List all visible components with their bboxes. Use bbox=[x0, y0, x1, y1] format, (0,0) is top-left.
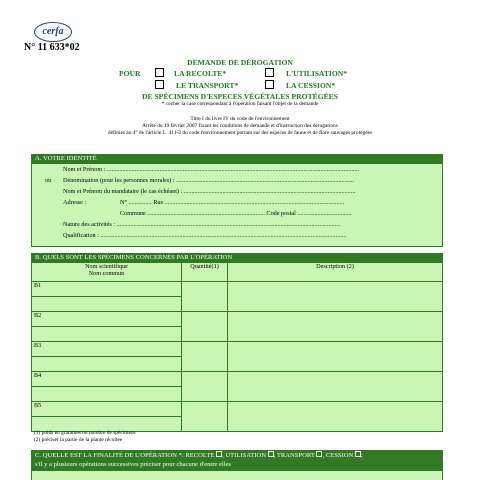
legal-line-2: Arrêté du 19 février 2007 fixant les conditions de demande et d'instruction des dérogations bbox=[142, 123, 338, 129]
section-c-panel[interactable] bbox=[31, 470, 443, 480]
table-row[interactable] bbox=[32, 372, 443, 387]
quantity-cell-b5[interactable] bbox=[182, 402, 228, 432]
row-label-b4: B4 bbox=[32, 372, 182, 387]
form-title: DEMANDE DE DÉROGATION bbox=[187, 58, 293, 67]
section-c-subtitle: s'il y a plusieurs opérations successives préciser pour chacune d'entre elles bbox=[35, 461, 232, 468]
field-qualification[interactable]: Qualification : ............................................................................................................................................................... bbox=[63, 232, 347, 239]
form-number: N° 11 633*02 bbox=[24, 42, 80, 53]
legal-line-3: définies au 4° de l'article L. 411-2 du code l'environnement portant sur des espèces de faune et de flore sauvages protégées bbox=[107, 130, 373, 136]
option-utilisation-label: L'UTILISATION* bbox=[286, 69, 348, 78]
section-b-header: B. QUELS SONT LES SPÉCIMENS CONCERNÉS PAR L'OPÉRATION bbox=[31, 253, 443, 262]
legal-line-1: Titre I du livre IV du code de l'environnement bbox=[190, 116, 290, 122]
quantity-cell-b4[interactable] bbox=[182, 372, 228, 402]
quantity-cell-b3[interactable] bbox=[182, 342, 228, 372]
option-c-transport: , TRANSPORT bbox=[273, 452, 315, 459]
section-c-trailing: ; bbox=[360, 452, 363, 459]
footnote-1: (1) poids en grammes ou nombre de spécimens bbox=[34, 430, 136, 436]
section-a-header: A. VOTRE IDENTITÉ bbox=[31, 154, 443, 163]
col-scientific-name: Nom scientifique bbox=[85, 263, 128, 270]
option-cession-label: LA CESSION* bbox=[286, 81, 336, 90]
option-c-cession: , CESSION bbox=[322, 452, 354, 459]
common-name-cell-b1[interactable] bbox=[32, 297, 182, 312]
field-adresse-rue[interactable]: N° ............... Rue .................................................................................................................... bbox=[120, 199, 345, 206]
form-subtitle: DE SPÉCIMENS D'ESPECES VÉGÉTALES PROTÉGÉES bbox=[142, 92, 338, 101]
table-row[interactable] bbox=[32, 282, 443, 297]
table-row[interactable] bbox=[32, 342, 443, 357]
description-cell-b3[interactable] bbox=[228, 342, 443, 372]
row-label-b3: B3 bbox=[32, 342, 182, 357]
option-c-utilisation: , UTILISATION bbox=[222, 452, 267, 459]
checkbox-recolte[interactable] bbox=[155, 68, 164, 77]
specimens-table bbox=[31, 262, 443, 432]
description-cell-b5[interactable] bbox=[228, 402, 443, 432]
checkbox-cession[interactable] bbox=[265, 80, 274, 89]
option-transport-label: LE TRANSPORT* bbox=[176, 81, 239, 90]
col-quantity: Quantité(1) bbox=[182, 263, 228, 282]
quantity-cell-b2[interactable] bbox=[182, 312, 228, 342]
row-label-b2: B2 bbox=[32, 312, 182, 327]
field-mandataire[interactable]: Nom et Prénom du mandataire (le cas échéant) : ............................................................................................................... bbox=[63, 188, 356, 195]
description-cell-b2[interactable] bbox=[228, 312, 443, 342]
section-a-panel bbox=[31, 163, 443, 247]
field-denomination[interactable]: Dénomination (pour les personnes morales) : ................................................................................................................... bbox=[63, 177, 354, 184]
col-header-names bbox=[32, 263, 182, 282]
table-row[interactable] bbox=[32, 402, 443, 417]
row-label-b1: B1 bbox=[32, 282, 182, 297]
option-recolte-label: LA RECOLTE* bbox=[174, 69, 227, 78]
pour-label: POUR bbox=[119, 69, 141, 78]
col-description: Description (2) bbox=[228, 263, 443, 282]
checkbox-note: * cocher la case correspondant à l'opération faisant l'objet de la demande bbox=[161, 101, 319, 107]
description-cell-b4[interactable] bbox=[228, 372, 443, 402]
common-name-cell-b2[interactable] bbox=[32, 327, 182, 342]
common-name-cell-b3[interactable] bbox=[32, 357, 182, 372]
table-row[interactable] bbox=[32, 312, 443, 327]
col-common-name: Nom commun bbox=[88, 270, 125, 277]
checkbox-transport[interactable] bbox=[155, 80, 164, 89]
row-label-b5: B5 bbox=[32, 402, 182, 417]
ou-label: ou bbox=[45, 177, 52, 184]
common-name-cell-b4[interactable] bbox=[32, 387, 182, 402]
quantity-cell-b1[interactable] bbox=[182, 282, 228, 312]
footnote-2: (2) préciser la partie de la plante récoltée bbox=[34, 437, 123, 443]
field-nature-activites[interactable]: Nature des activités : ................................................................................................................................................. bbox=[63, 221, 341, 228]
section-c-header bbox=[31, 450, 443, 470]
description-cell-b1[interactable] bbox=[228, 282, 443, 312]
section-c-title: C. QUELLE EST LA FINALITÉ DE L'OPÉRATION *: RECOLTE bbox=[35, 452, 215, 459]
field-nom-prenom[interactable]: Nom et Prénom : ................................................................................................................................................................... bbox=[63, 166, 360, 173]
adresse-label: Adresse : bbox=[63, 199, 87, 206]
field-commune[interactable]: Commune ............................................................................ Code postal ................................... bbox=[120, 210, 352, 217]
checkbox-utilisation[interactable] bbox=[265, 68, 274, 77]
cerfa-logo: cerfa bbox=[34, 22, 72, 42]
